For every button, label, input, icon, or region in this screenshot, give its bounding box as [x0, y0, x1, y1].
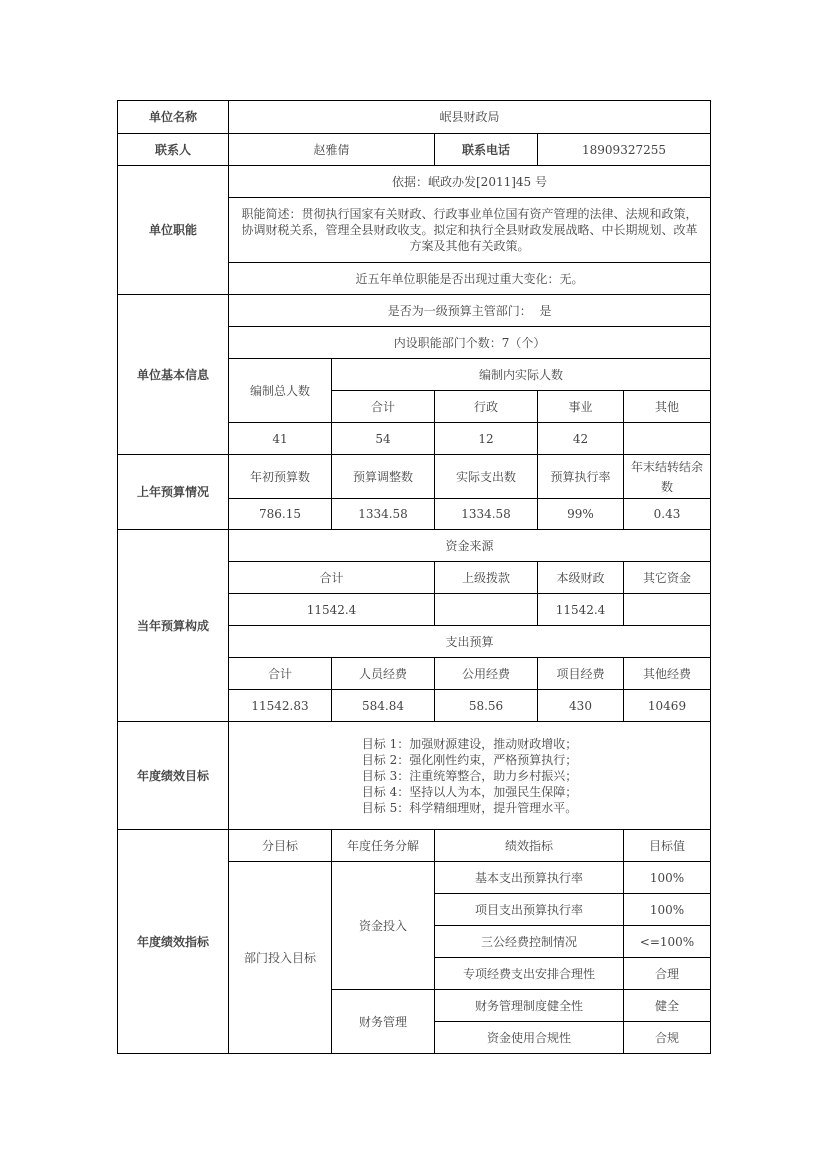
contact-label: 联系人 [118, 134, 229, 166]
funding-source-header: 资金来源 [229, 530, 711, 562]
indicator-name: 财务管理制度健全性 [435, 990, 624, 1022]
indicator-target: <=100% [624, 926, 711, 958]
task-financial-management: 财务管理 [332, 990, 435, 1054]
expense-budget-header: 支出预算 [229, 626, 711, 658]
expense-col: 公用经费 [435, 658, 538, 690]
staff-col-other: 其他 [624, 391, 711, 423]
funding-value-total: 11542.4 [229, 594, 435, 626]
unit-function-label: 单位职能 [118, 166, 229, 295]
funding-header-row [118, 530, 711, 562]
funding-value-superior [435, 594, 538, 626]
indicators-label: 年度绩效指标 [118, 830, 229, 1054]
expense-col: 其他经费 [624, 658, 711, 690]
expense-value: 10469 [624, 690, 711, 722]
function-basis: 依据：岷政办发[2011]45 号 [229, 166, 711, 198]
last-year-value: 0.43 [624, 499, 711, 530]
annual-goals-row [118, 722, 711, 830]
funding-value-other [624, 594, 711, 626]
staff-value-other [624, 423, 711, 455]
last-year-header: 年初预算数 [229, 455, 332, 499]
indicator-name: 基本支出预算执行率 [435, 862, 624, 894]
basic-info-label: 单位基本信息 [118, 295, 229, 455]
task-funding-input: 资金投入 [332, 862, 435, 990]
indicator-target: 100% [624, 862, 711, 894]
indicators-header-row [118, 830, 711, 862]
last-year-value: 1334.58 [332, 499, 435, 530]
staff-col-total: 合计 [332, 391, 435, 423]
contact-row [118, 134, 711, 166]
phone-value: 18909327255 [538, 134, 711, 166]
function-description: 职能简述：贯彻执行国家有关财政、行政事业单位国有资产管理的法律、法规和政策，协调财税关系，管理全县财政收支。拟定和执行全县财政发展战略、中长期规划、改革方案及其他有关政策。 [229, 198, 711, 263]
unit-name-value: 岷县财政局 [229, 101, 711, 134]
indicator-name: 项目支出预算执行率 [435, 894, 624, 926]
staff-col-institution: 事业 [538, 391, 624, 423]
expense-col: 人员经费 [332, 658, 435, 690]
last-year-header: 年末结转结余数 [624, 455, 711, 499]
expense-value: 11542.83 [229, 690, 332, 722]
unit-name-row [118, 101, 711, 134]
goal-item: 目标 3：注重统筹整合，助力乡村振兴； [361, 768, 578, 783]
last-year-header: 实际支出数 [435, 455, 538, 499]
departments-count: 内设职能部门个数：7（个） [229, 327, 711, 359]
funding-value-local: 11542.4 [538, 594, 624, 626]
indicator-target: 合理 [624, 958, 711, 990]
goal-item: 目标 2：强化刚性约束，严格预算执行； [361, 752, 578, 767]
expense-value: 58.56 [435, 690, 538, 722]
function-basis-row [118, 166, 711, 198]
expense-value: 584.84 [332, 690, 435, 722]
last-year-value: 99% [538, 499, 624, 530]
staff-total-value: 41 [229, 423, 332, 455]
goal-item: 目标 1：加强财源建设，推动财政增收； [361, 736, 578, 751]
last-year-header: 预算调整数 [332, 455, 435, 499]
indicator-name: 资金使用合规性 [435, 1022, 624, 1054]
annual-goals-list [229, 722, 711, 830]
last-year-budget-label: 上年预算情况 [118, 455, 229, 530]
last-year-header-row [118, 455, 711, 499]
contact-value: 赵雅倩 [229, 134, 435, 166]
indicator-header-task: 年度任务分解 [332, 830, 435, 862]
function-changes: 近五年单位职能是否出现过重大变化：无。 [229, 263, 711, 295]
funding-col-local: 本级财政 [538, 562, 624, 594]
last-year-value: 786.15 [229, 499, 332, 530]
indicator-target: 100% [624, 894, 711, 926]
indicator-name: 专项经费支出安排合理性 [435, 958, 624, 990]
indicator-target: 合规 [624, 1022, 711, 1054]
phone-label: 联系电话 [435, 134, 538, 166]
staff-value-institution: 42 [538, 423, 624, 455]
staff-value-total: 54 [332, 423, 435, 455]
unit-name-label: 单位名称 [118, 101, 229, 134]
expense-value: 430 [538, 690, 624, 722]
indicator-name: 三公经费控制情况 [435, 926, 624, 958]
expense-col: 合计 [229, 658, 332, 690]
funding-col-other: 其它资金 [624, 562, 711, 594]
funding-col-superior: 上级拨款 [435, 562, 538, 594]
indicator-target: 健全 [624, 990, 711, 1022]
performance-table [117, 100, 711, 1054]
goal-item: 目标 4：坚持以人为本，加强民生保障； [361, 784, 578, 799]
indicator-header-target: 目标值 [624, 830, 711, 862]
current-budget-label: 当年预算构成 [118, 530, 229, 722]
staff-total-header: 编制总人数 [229, 359, 332, 423]
staff-col-admin: 行政 [435, 391, 538, 423]
actual-staff-header: 编制内实际人数 [332, 359, 711, 391]
staff-value-admin: 12 [435, 423, 538, 455]
goal-item: 目标 5：科学精细理财，提升管理水平。 [361, 800, 578, 815]
last-year-value: 1334.58 [435, 499, 538, 530]
first-level-dept: 是否为一级预算主管部门： 是 [229, 295, 711, 327]
indicator-header-subgoal: 分目标 [229, 830, 332, 862]
sub-goal: 部门投入目标 [229, 862, 332, 1054]
indicator-header-indicator: 绩效指标 [435, 830, 624, 862]
last-year-header: 预算执行率 [538, 455, 624, 499]
expense-col: 项目经费 [538, 658, 624, 690]
annual-goals-label: 年度绩效目标 [118, 722, 229, 830]
first-level-row [118, 295, 711, 327]
funding-col-total: 合计 [229, 562, 435, 594]
